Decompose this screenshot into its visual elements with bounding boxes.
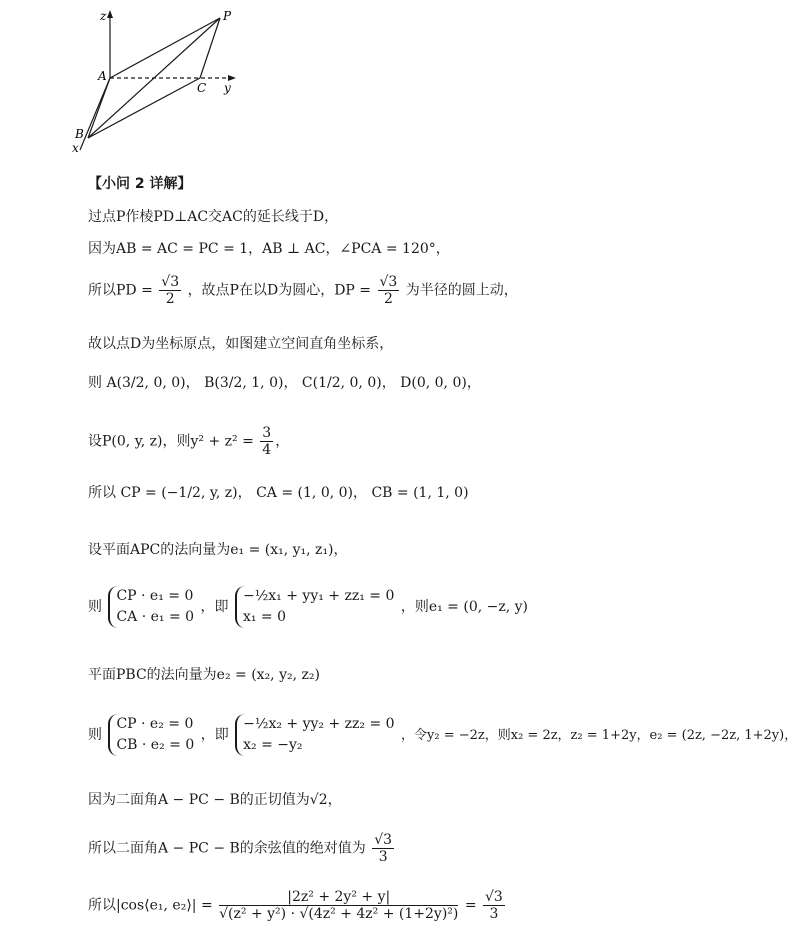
line-13: 所以二面角A − PC − B的余弦值的绝对值为 $\frac{√3}{3}$ — [88, 832, 393, 865]
line-9: 则 CP · e₁ = 0 CA · e₁ = 0 ，即 −½x₁ + yy₁ + zz₁ = 0 x₁ = 0 ，则e₁ = (0, −z, y) — [88, 586, 528, 628]
section-heading: 【小问 2 详解】 — [88, 176, 192, 192]
line-2: 因为AB = AC = PC = 1，AB ⊥ AC，∠PCA = 120°， — [88, 241, 450, 257]
line-14: 所以|cos⟨e₁, e₂⟩| = $\frac{\text{|2z² + 2y² + y|}}{\text{√(z² + y²) · √(4z² + 4z² + (1+2y)²)}}$ = $\frac{√3}{3}$ — [88, 889, 503, 922]
vector-CB: CB = (1, 1, 0) — [371, 485, 469, 501]
label-B: B — [75, 127, 84, 141]
line-6: 设P(0, y, z)，则y² + z² = $\frac{3}{4}$ ， — [88, 425, 290, 458]
label-A: A — [98, 69, 107, 83]
label-P: P — [223, 9, 232, 23]
label-C: C — [197, 81, 207, 95]
cos-fraction: $\frac{\text{|2z² + 2y² + y|}}{\text{√(z² + y²) · √(4z² + 4z² + (1+2y)²)}}$ — [219, 889, 459, 922]
fraction: $\frac{√3}{2}$ — [161, 274, 180, 307]
line-12: 因为二面角A − PC − B的正切值为√2， — [88, 792, 342, 808]
line-4: 故以点D为坐标原点，如图建立空间直角坐标系， — [88, 336, 394, 352]
fraction: $\frac{3}{4}$ — [262, 425, 272, 458]
label-x: x — [72, 141, 79, 155]
line-3: 所以PD = $\frac{√3}{2}$ ，故点P在以D为圆心，DP = $\frac{√3}{2}$ 为半径的圆上动， — [88, 274, 518, 307]
fraction: $\frac{√3}{3}$ — [374, 832, 393, 865]
point-A: A(3/2, 0, 0) — [106, 375, 186, 391]
edge-AB — [88, 78, 110, 138]
point-D: D(0, 0, 0)， — [400, 375, 481, 391]
vector-CP: CP = (−1/2, y, z) — [120, 485, 238, 501]
fraction: $\frac{√3}{3}$ — [485, 889, 503, 922]
equation-system-2: −½x₁ + yy₁ + zz₁ = 0 x₁ = 0 — [235, 586, 394, 628]
line-7: 所以 CP = (−1/2, y, z)， CA = (1, 0, 0)， CB = (1, 1, 0) — [88, 485, 469, 501]
point-C: C(1/2, 0, 0) — [301, 375, 382, 391]
z-arrow — [107, 10, 113, 18]
equation-system-1: CP · e₁ = 0 CA · e₁ = 0 — [108, 586, 194, 628]
fraction: $\frac{√3}{2}$ — [379, 274, 398, 307]
point-B: B(3/2, 1, 0) — [204, 375, 284, 391]
vector-CA: CA = (1, 0, 0) — [256, 485, 353, 501]
line-10: 平面PBC的法向量为e₂ = (x₂, y₂, z₂) — [88, 667, 320, 683]
geometry-figure — [60, 0, 260, 160]
label-y: y — [224, 81, 231, 95]
equation-system-3: CP · e₂ = 0 CB · e₂ = 0 — [108, 714, 194, 756]
line-8: 设平面APC的法向量为e₁ = (x₁, y₁, z₁)， — [88, 542, 348, 558]
label-z: z — [100, 9, 107, 23]
equation-system-4: −½x₂ + yy₂ + zz₂ = 0 x₂ = −y₂ — [235, 714, 394, 756]
line-5: 则 A(3/2, 0, 0)， B(3/2, 1, 0)， C(1/2, 0, 0)， D(0, 0, 0)， — [88, 375, 481, 391]
line-11: 则 CP · e₂ = 0 CB · e₂ = 0 ，即 −½x₂ + yy₂ + zz₂ = 0 x₂ = −y₂ ，令y₂ = −2z，则x₂ = 2z，z₂ = 1+2y，e₂ = (2z, −2z, 1+2y)， — [88, 714, 797, 756]
line-1: 过点P作棱PD⊥AC交AC的延长线于D， — [88, 209, 339, 225]
